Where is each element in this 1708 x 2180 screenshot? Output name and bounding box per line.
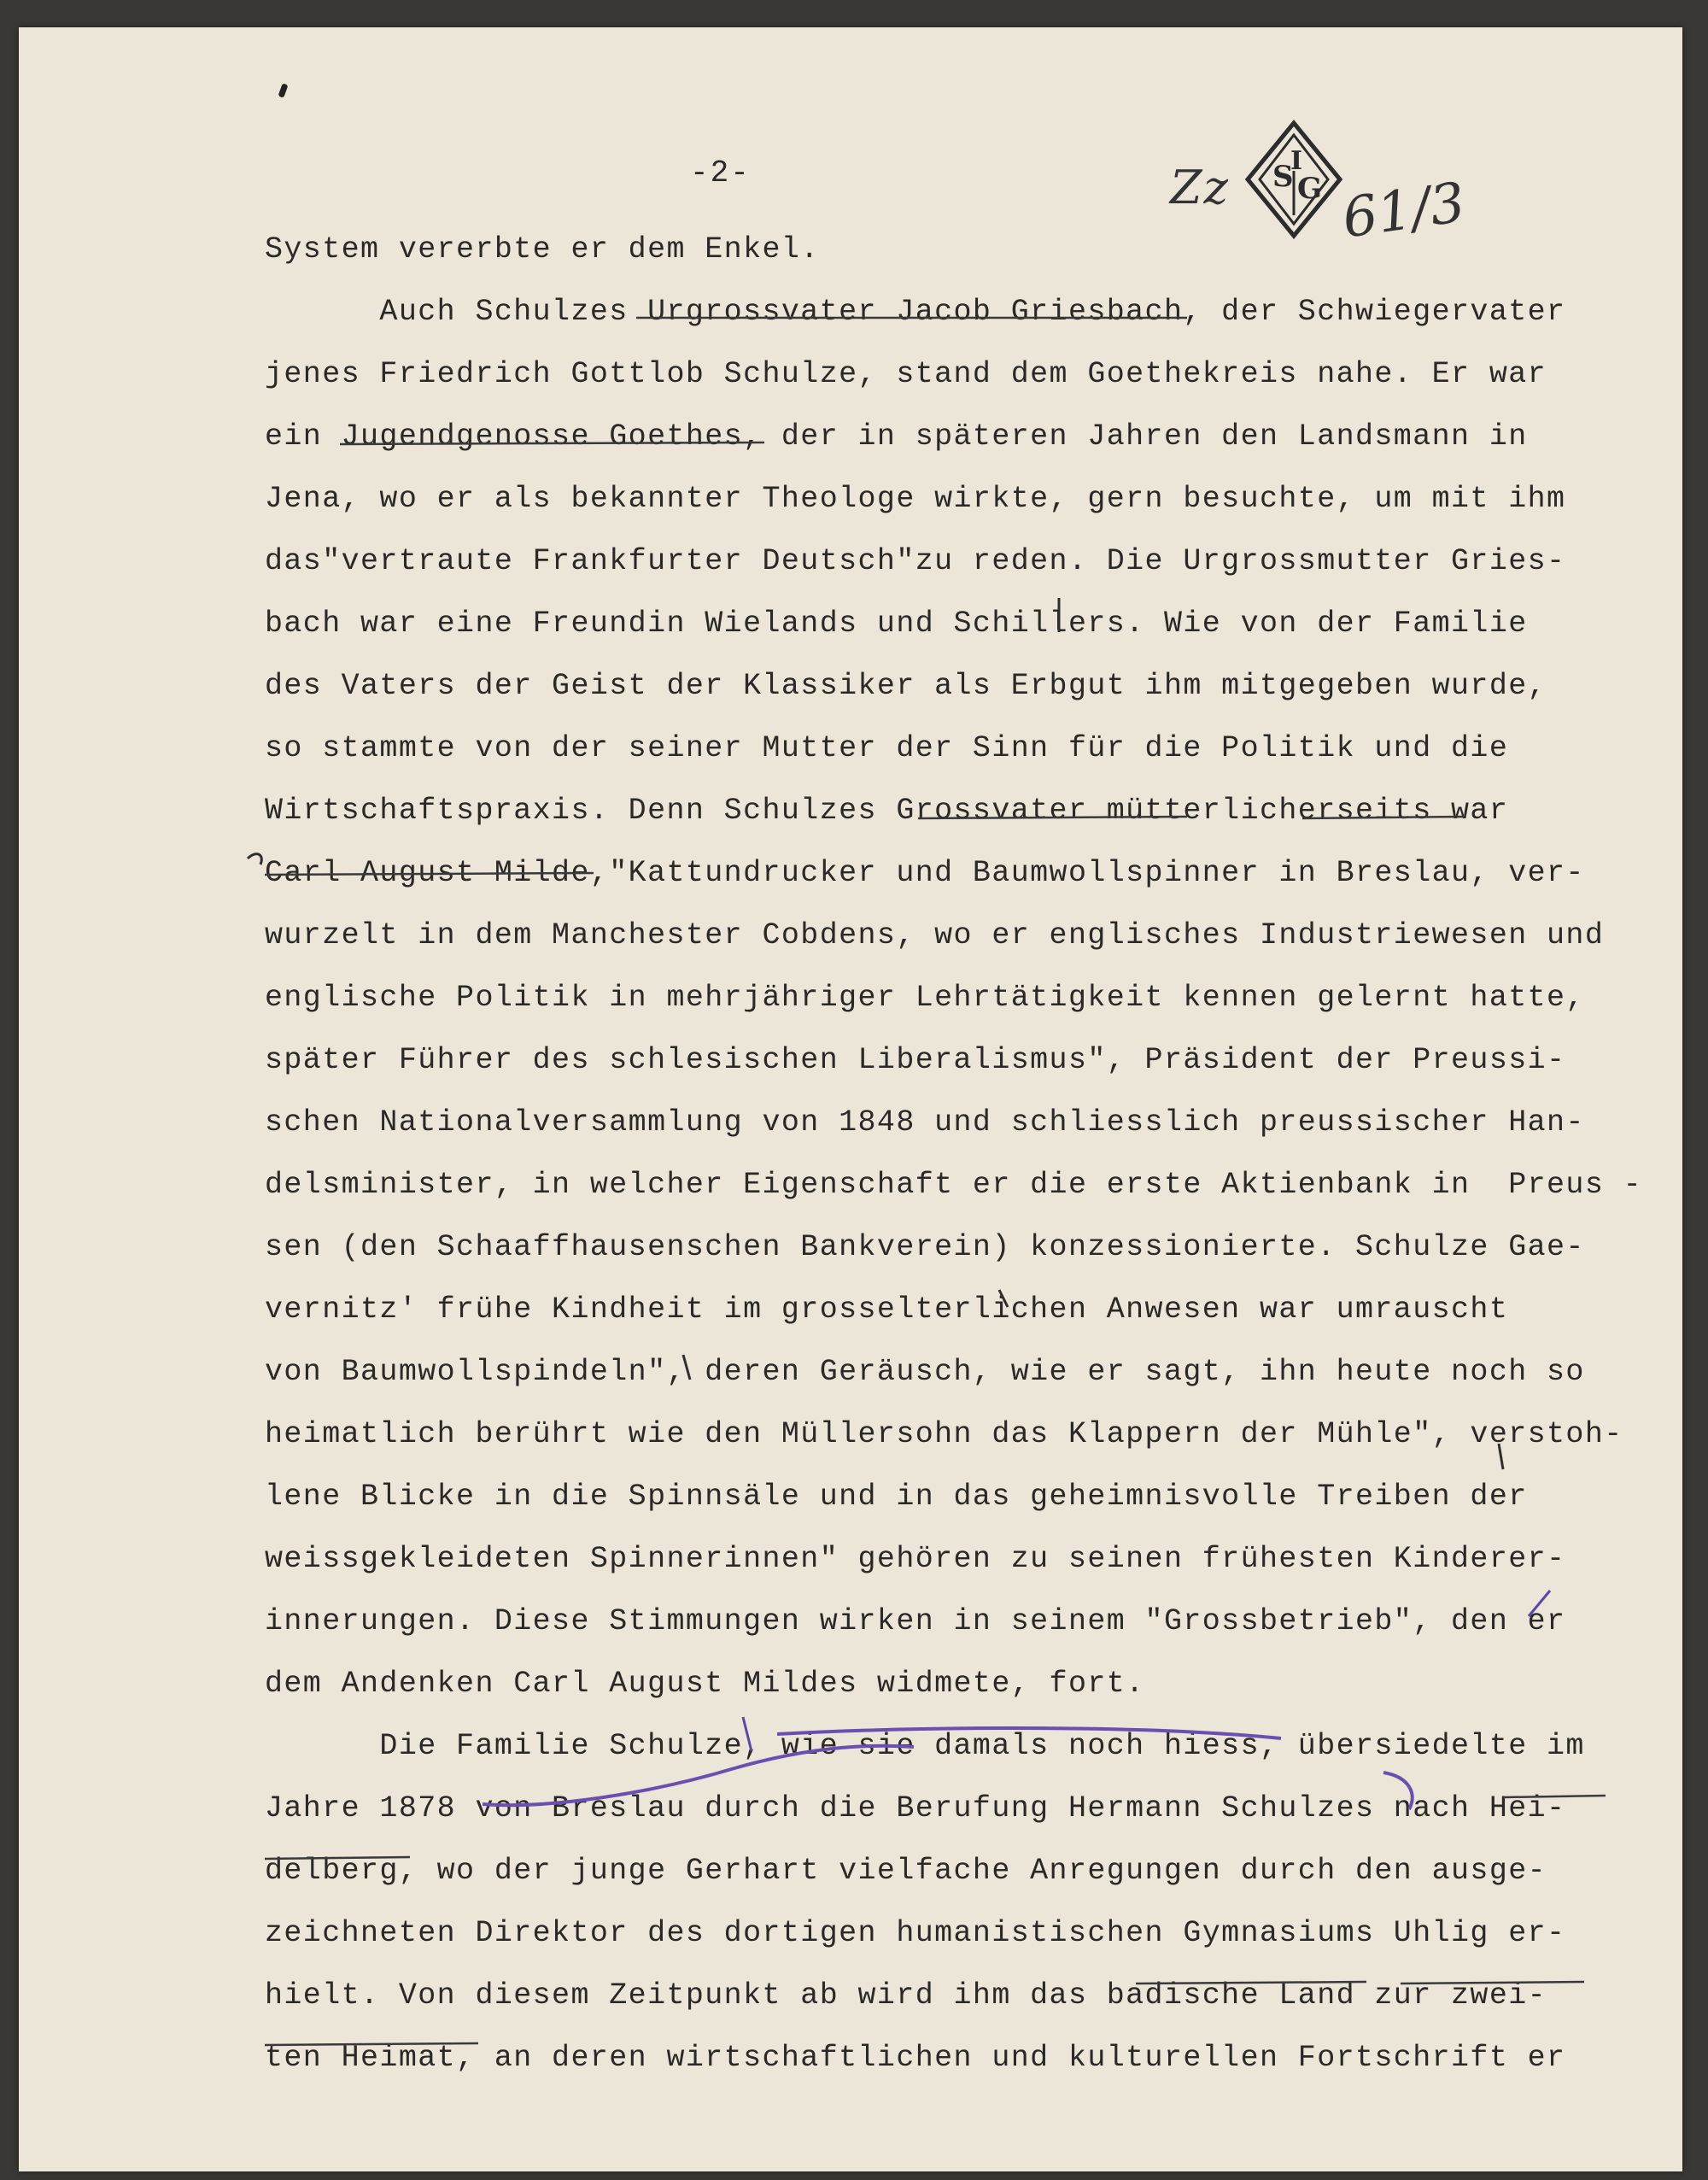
text-line: System vererbte er dem Enkel. — [265, 232, 820, 267]
text-line: des Vaters der Geist der Klassiker als Erbgut ihm mitgegeben wurde, — [265, 669, 1547, 703]
text-line: sen (den Schaaffhausenschen Bankverein) konzessionierte. Schulze Gae- — [265, 1230, 1585, 1264]
text-line: bach war eine Freundin Wielands und Schillers. Wie von der Familie — [265, 607, 1528, 641]
text-line: jenes Friedrich Gottlob Schulze, stand dem Goethekreis nahe. Er war — [265, 357, 1547, 391]
text-line: Die Familie Schulze, wie sie damals noch hiess, übersiedelte im — [265, 1729, 1585, 1763]
text-line: später Führer des schlesischen Liberalismus", Präsident der Preussi- — [265, 1043, 1566, 1077]
text-line: das"vertraute Frankfurter Deutsch"zu reden. Die Urgrossmutter Gries- — [265, 544, 1566, 578]
text-line: heimatlich berührt wie den Müllersohn das Klappern der Mühle", verstoh- — [265, 1417, 1623, 1451]
handwritten-zz-annotation: Zz — [1170, 161, 1230, 214]
text-line: delsminister, in welcher Eigenschaft er die erste Aktienbank in Preus - — [265, 1168, 1643, 1202]
text-line: innerungen. Diese Stimmungen wirken in seinem "Grossbetrieb", den er — [265, 1604, 1566, 1638]
svg-text:I: I — [1290, 146, 1303, 176]
text-line: delberg, wo der junge Gerhart vielfache Anregungen durch den ausge- — [265, 1854, 1547, 1888]
text-line: vernitz' frühe Kindheit im grosselterlichen Anwesen war umrauscht — [265, 1292, 1509, 1327]
text-line: wurzelt in dem Manchester Cobdens, wo er englisches Industriewesen und — [265, 918, 1605, 952]
svg-text:S: S — [1272, 160, 1294, 194]
text-line: Jahre 1878 von Breslau durch die Berufung Hermann Schulzes nach Hei- — [265, 1791, 1566, 1825]
text-line: schen Nationalversammlung von 1848 und schliesslich preussischer Han- — [265, 1105, 1585, 1140]
svg-text:G: G — [1297, 172, 1323, 206]
text-line: ein Jugendgenosse Goethes, der in späteren Jahren den Landsmann in — [265, 419, 1528, 454]
text-line: hielt. Von diesem Zeitpunkt ab wird ihm das badische Land zur zwei- — [265, 1978, 1547, 2013]
typed-text-body — [265, 219, 1665, 2089]
text-line: lene Blicke in die Spinnsäle und in das geheimnisvolle Treiben der — [265, 1480, 1528, 1514]
text-line: Auch Schulzes Urgrossvater Jacob Griesbach, der Schwiegervater — [265, 295, 1566, 329]
page-number: -2- — [690, 155, 751, 190]
text-line: zeichneten Direktor des dortigen humanistischen Gymnasiums Uhlig er- — [265, 1916, 1566, 1950]
text-line: dem Andenken Carl August Mildes widmete, fort. — [265, 1667, 1145, 1701]
text-line: englische Politik in mehrjähriger Lehrtätigkeit kennen gelernt hatte, — [265, 981, 1585, 1015]
text-line: ten Heimat, an deren wirtschaftlichen und kulturellen Fortschrift er — [265, 2041, 1566, 2075]
text-line: weissgekleideten Spinnerinnen" gehören zu seinen frühesten Kinderer- — [265, 1542, 1566, 1576]
ink-speck — [278, 83, 288, 97]
handwritten-archive-number: 61/3 — [1338, 171, 1470, 251]
text-line: von Baumwollspindeln", deren Geräusch, wie er sagt, ihn heute noch so — [265, 1355, 1585, 1389]
text-line: so stammte von der seiner Mutter der Sinn für die Politik und die — [265, 731, 1509, 765]
text-line: Wirtschaftspraxis. Denn Schulzes Grossvater mütterlicherseits war — [265, 794, 1509, 828]
text-line: Carl August Milde,"Kattundrucker und Baumwollspinner in Breslau, ver- — [265, 856, 1585, 890]
text-line: Jena, wo er als bekannter Theologe wirkte, gern besuchte, um mit ihm — [265, 482, 1566, 516]
